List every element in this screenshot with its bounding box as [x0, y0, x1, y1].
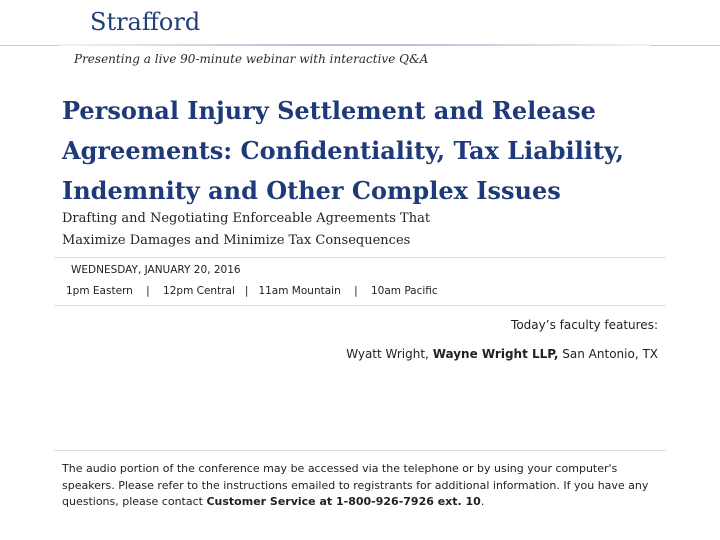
schedule-divider-bottom	[54, 305, 666, 306]
faculty-location: San Antonio, TX	[562, 347, 658, 361]
webinar-times: 1pm Eastern | 12pm Central | 11am Mountain | 10am Pacific	[66, 285, 438, 297]
footer-end: .	[480, 495, 485, 508]
header-divider-accent	[60, 44, 650, 46]
schedule-divider-top	[54, 257, 666, 258]
title-line-1: Personal Injury Settlement and Release	[62, 96, 596, 125]
page-title	[62, 91, 662, 211]
faculty-entry	[346, 347, 658, 361]
page-subtitle	[62, 208, 430, 252]
faculty-heading: Today’s faculty features:	[511, 318, 658, 332]
webinar-date: WEDNESDAY, JANUARY 20, 2016	[71, 264, 241, 276]
audio-instructions	[62, 461, 662, 511]
title-line-3: Indemnity and Other Complex Issues	[62, 176, 561, 205]
faculty-firm: Wayne Wright LLP,	[432, 347, 559, 361]
customer-service-contact: Customer Service at 1-800-926-7926 ext. 10	[206, 495, 481, 508]
webinar-tagline: Presenting a live 90-minute webinar with interactive Q&A	[74, 52, 429, 66]
strafford-logo: Strafford	[90, 8, 201, 36]
subtitle-line-2: Maximize Damages and Minimize Tax Consequences	[62, 233, 411, 248]
footer-text: The audio portion of the conference may be accessed via the telephone or by using your computer's speakers. Please refer to the instructions emailed to registrants for additional information. If you have any questions, please contact	[62, 462, 649, 508]
title-line-2: Agreements: Confidentiality, Tax Liability,	[62, 136, 624, 165]
subtitle-line-1: Drafting and Negotiating Enforceable Agreements That	[62, 211, 431, 226]
faculty-name: Wyatt Wright,	[346, 347, 429, 361]
footer-divider	[54, 450, 666, 451]
